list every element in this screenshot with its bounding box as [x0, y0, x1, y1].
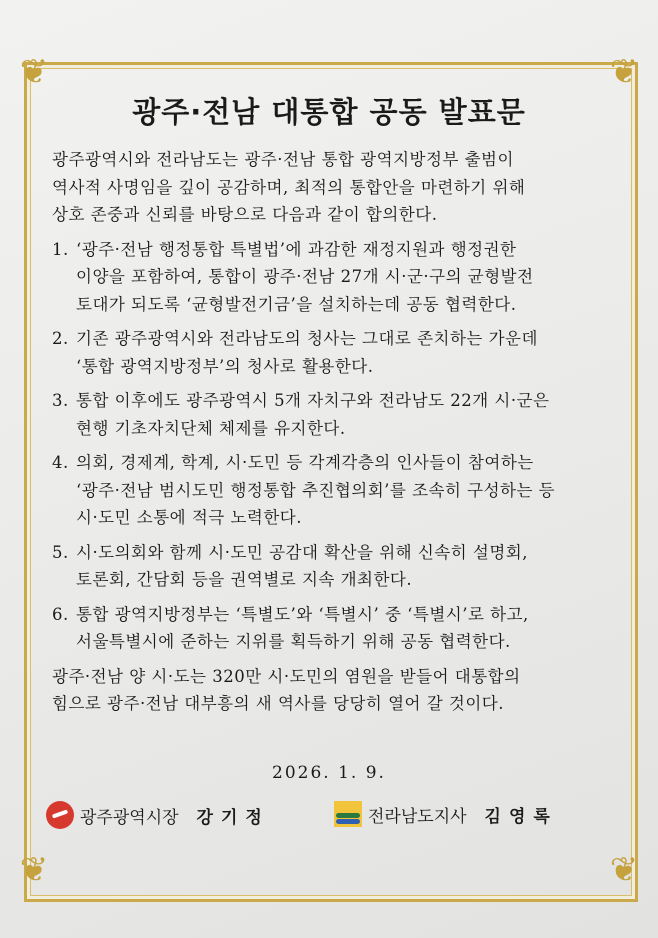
item-text: 현행 기초자치단체 체제를 유지한다.	[76, 418, 346, 438]
agreement-item	[52, 325, 612, 380]
intro-line: 상호 존중과 신뢰를 바탕으로 다음과 같이 합의한다.	[52, 205, 438, 224]
item-line	[52, 566, 612, 594]
item-number: 5.	[52, 542, 69, 562]
jeonnam-logo-icon	[334, 801, 362, 827]
item-line	[52, 477, 612, 505]
item-text: 시·도민 소통에 적극 노력한다.	[76, 508, 302, 527]
date: 2026. 1. 9.	[272, 763, 386, 783]
closing-line: 광주·전남 양 시·도는 320만 시·도민의 염원을 받들어 대통합의	[52, 666, 521, 686]
item-line	[52, 291, 612, 319]
item-number: 3.	[52, 391, 69, 410]
intro-line: 역사적 사명임을 깊이 공감하며, 최적의 통합안을 마련하기 위해	[52, 177, 526, 197]
signature-gwangju	[46, 801, 270, 829]
signer-name: 김영록	[484, 806, 558, 827]
item-text: 통합 광역지방정부는 ‘특별도’와 ‘특별시’ 중 ‘특별시’로 하고,	[76, 604, 529, 624]
item-text: 토대가 되도록 ‘균형발전기금’을 설치하는데 공동 협력한다.	[76, 294, 517, 314]
item-text: ‘광주·전남 범시도민 행정통합 추진협의회’를 조속히 구성하는 등	[76, 480, 556, 500]
signer-title: 광주광역시장	[80, 807, 179, 828]
ornament-icon: ❦	[19, 850, 49, 890]
document-title: 광주·전남 대통합 공동 발표문	[132, 95, 526, 129]
item-number: 2.	[52, 329, 69, 348]
ornament-icon: ❦	[19, 52, 49, 92]
signature-jeonnam	[334, 801, 558, 827]
item-text: 토론회, 간담회 등을 권역별로 지속 개최한다.	[76, 570, 413, 589]
agreement-item	[52, 601, 612, 656]
item-number: 6.	[52, 604, 69, 624]
signer-name: 강기정	[196, 807, 270, 828]
item-line	[52, 236, 612, 264]
item-number: 1.	[52, 239, 69, 259]
item-line	[52, 353, 612, 381]
item-line	[52, 387, 612, 415]
agreement-item	[52, 236, 612, 319]
closing-paragraph	[52, 663, 612, 718]
agreement-item	[52, 449, 612, 532]
gwangju-logo-icon	[46, 801, 74, 829]
item-line	[52, 539, 612, 567]
item-text: 시·도의회와 함께 시·도민 공감대 확산을 위해 신속히 설명회,	[76, 542, 528, 562]
item-line	[52, 263, 612, 291]
item-line	[52, 628, 612, 656]
item-number: 4.	[52, 453, 69, 472]
agreement-item	[52, 539, 612, 594]
item-line	[52, 601, 612, 629]
intro-paragraph	[52, 146, 612, 229]
item-text: ‘통합 광역지방정부’의 청사로 활용한다.	[76, 356, 374, 376]
item-text: 서울특별시에 준하는 지위를 획득하기 위해 공동 협력한다.	[76, 632, 511, 651]
item-text: ‘광주·전남 행정통합 특별법’에 과감한 재정지원과 행정권한	[76, 239, 517, 259]
item-text: 기존 광주광역시와 전라남도의 청사는 그대로 존치하는 가운데	[76, 329, 538, 348]
item-text: 의회, 경제계, 학계, 시·도민 등 각계각층의 인사들이 참여하는	[76, 453, 534, 472]
document-body	[52, 146, 612, 725]
item-text: 통합 이후에도 광주광역시 5개 자치구와 전라남도 22개 시·군은	[76, 391, 550, 410]
item-line	[52, 449, 612, 477]
item-text: 이양을 포함하여, 통합이 광주·전남 27개 시·군·구의 균형발전	[76, 267, 534, 286]
intro-line: 광주광역시와 전라남도는 광주·전남 통합 광역지방정부 출범이	[52, 150, 514, 169]
agreement-list	[52, 236, 612, 656]
item-line	[52, 504, 612, 532]
agreement-item	[52, 387, 612, 442]
signer-title: 전라남도지사	[368, 806, 467, 827]
item-line	[52, 325, 612, 353]
ornament-icon: ❦	[609, 52, 639, 92]
closing-line: 힘으로 광주·전남 대부흥의 새 역사를 당당히 열어 갈 것이다.	[52, 694, 504, 713]
ornament-icon: ❦	[609, 850, 639, 890]
item-line	[52, 415, 612, 443]
